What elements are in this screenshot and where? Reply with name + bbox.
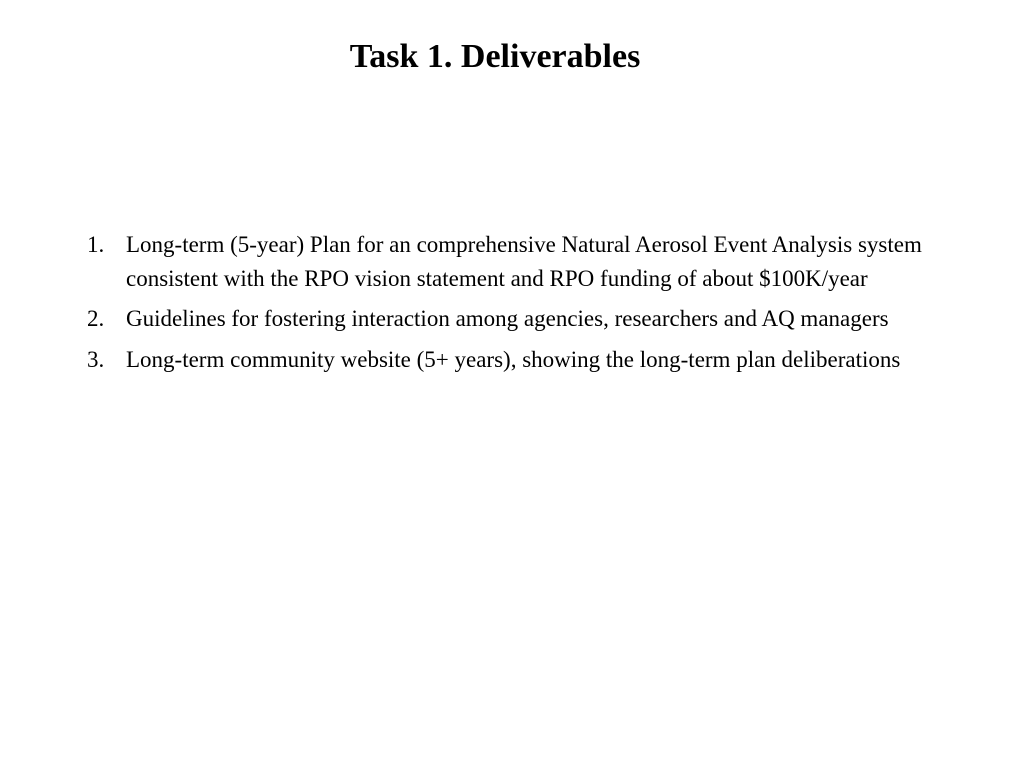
- deliverables-list: [87, 228, 937, 383]
- item-number: 3.: [87, 346, 105, 372]
- item-text: Long-term (5-year) Plan for an comprehensive Natural Aerosol Event Analysis system consistent with the RPO vision statement and RPO funding of about $100K/year: [126, 232, 922, 291]
- deliverable-item-3: [87, 343, 937, 377]
- item-number: 2.: [87, 306, 105, 331]
- item-text: Long-term community website (5+ years), showing the long-term plan deliberations: [126, 346, 901, 372]
- deliverable-item-2: [87, 302, 937, 336]
- item-number: 1.: [87, 232, 105, 257]
- slide-title: Task 1. Deliverables: [349, 38, 641, 75]
- deliverable-item-1: [87, 228, 937, 295]
- item-text: Guidelines for fostering interaction among agencies, researchers and AQ managers: [126, 306, 889, 331]
